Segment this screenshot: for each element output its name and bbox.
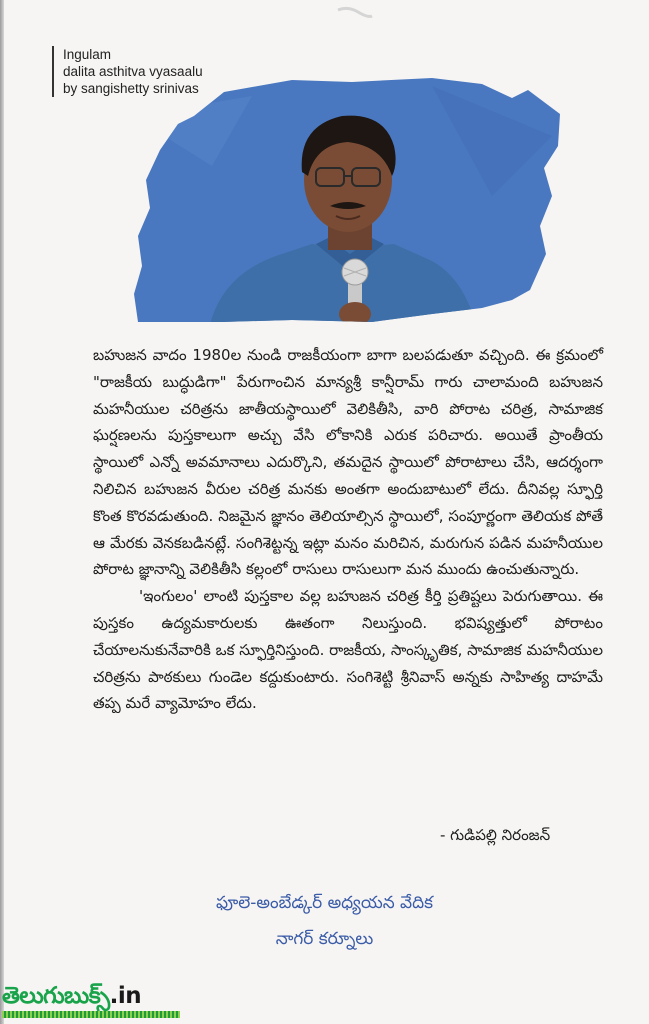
caption-line-subtitle: dalita asthitva vyasaalu — [63, 64, 203, 79]
author-photo — [132, 76, 566, 324]
blurb-paragraph-2: 'ఇంగులం' లాంటి పుస్తకాల వల్ల బహుజన చరిత్ర కీర్తి ప్రతిష్టలు పెరుగుతాయి. ఈ పుస్తకం ఉద్యమకారులకు ఊతంగా నిలుస్తుంది. భవిష్యత్తులో పోరాటం చేయాలనుకునేవారికి ఒక స్ఫూర్తినిస్తుంది. రాజకీయ, సాంస్కృతిక, సామాజిక మహనీయుల చరిత్రను పాఠకులు గుండెల కద్దుకుంటారు. సంగిశెట్టి శ్రీనివాస్ అన్నకు సాహిత్య దాహమే తప్ప మరే వ్యామోహం లేదు. — [93, 587, 603, 713]
page-edge-shadow — [0, 0, 4, 1024]
watermark-domain: .in — [109, 983, 142, 1009]
watermark-grass-strip — [2, 1011, 180, 1018]
publisher-name: ఫూలె-అంబేడ్కర్ అధ్యయన వేదిక — [215, 893, 434, 913]
author-photo-graphic — [132, 76, 566, 324]
blurb-paragraph-1: బహుజన వాదం 1980ల నుండి రాజకీయంగా బాగా బలపడుతూ వచ్చింది. ఈ క్రమంలో "రాజకీయ బుద్ధుడిగా" పేరుగాంచిన మాన్యశ్రీ కాన్షీరామ్ గారు చాలామంది బహుజన మహనీయుల చరిత్రను జాతీయస్థాయిలో వెలికితీసి, వారి పోరాట చరిత్ర, సామాజిక ఘర్షణలను పుస్తకాలుగా అచ్చు వేసి లోకానికి ఎరుక పరిచారు. అయితే ప్రాంతీయ స్థాయిలో ఎన్నో అవమానాలు ఎదుర్కొని, తమదైన స్థాయిలో పోరాటాలు చేసి, ఆదర్శంగా నిలిచిన బహుజన వీరుల చరిత్ర మనకు అంతగా అందుబాటులో లేదు. దీనివల్ల స్ఫూర్తి కొంత కొరవడుతుంది. నిజమైన జ్ఞానం తెలియాల్సిన స్థాయిలో, సంపూర్ణంగా తెలియక పోతే ఆ మేరకు వెనకబడినట్లే. సంగిశెట్టన్న ఇట్లా మనం మరిచిన, మరుగున పడిన మహనీయుల పోరాట జ్ఞానాన్ని వెలికితీసి కల్లంలో రాసులు రాసులుగా మన ముందు ఉంచుతున్నారు. — [93, 346, 603, 579]
blurb-signature: - గుడిపల్లి నిరంజన్ — [440, 826, 551, 844]
caption-line-author: by sangishetty srinivas — [63, 81, 199, 96]
blurb-text — [93, 342, 603, 717]
watermark-brand: తెలుగుబుక్స్ — [2, 983, 110, 1009]
site-watermark-logo — [2, 980, 141, 1018]
publisher-location: నాగర్ కర్నూలు — [275, 929, 374, 949]
page-nick-mark — [336, 4, 374, 22]
caption-line-title: Ingulam — [63, 47, 112, 62]
